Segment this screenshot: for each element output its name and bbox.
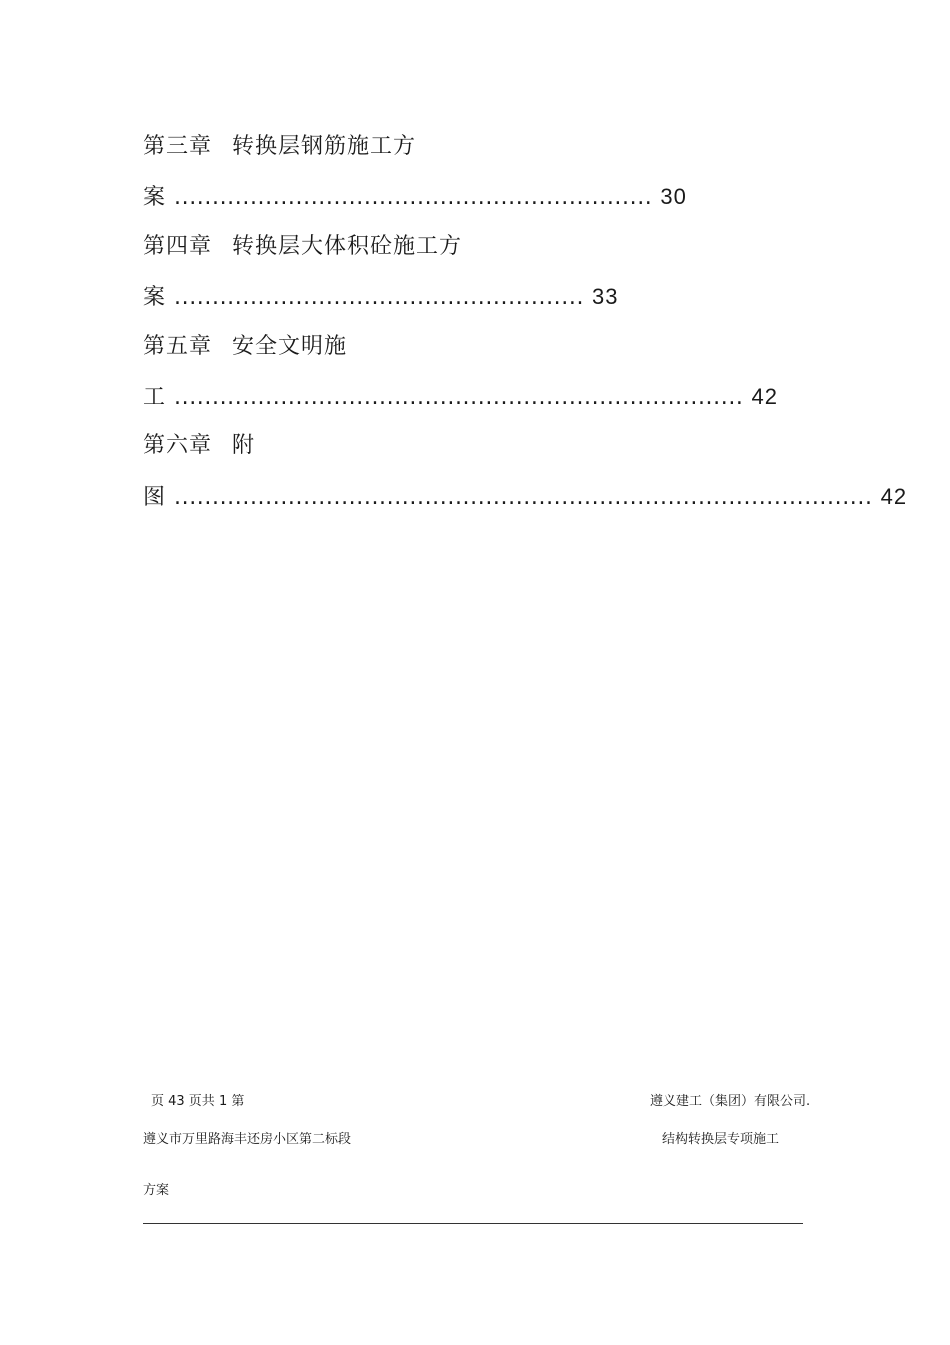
toc-entry-chapter-4-heading[interactable] (143, 232, 462, 262)
toc-entry-chapter-6-page[interactable] (143, 482, 907, 513)
page-number: 42 (751, 384, 778, 409)
toc-entry-chapter-6-heading[interactable] (143, 431, 255, 461)
toc-entry-chapter-3-heading[interactable] (143, 132, 416, 162)
page-number: 42 (880, 484, 908, 509)
page-number: 33 (592, 284, 619, 309)
footer-divider (143, 1223, 803, 1224)
chapter-title: 附 (232, 433, 256, 458)
page-number: 30 (660, 184, 687, 209)
chapter-number: 第六章 (143, 433, 213, 458)
footer-project-name: 遵义市万里路海丰还房小区第二标段 (143, 1132, 352, 1147)
chapter-number: 第五章 (143, 334, 213, 359)
footer-company: 遵义建工（集团）有限公司. (650, 1094, 811, 1109)
chapter-number: 第四章 (143, 234, 213, 259)
footer-document-title-continued: 方案 (143, 1183, 170, 1198)
chapter-title: 安全文明施 (232, 334, 348, 359)
toc-entry-chapter-3-page[interactable] (143, 182, 687, 213)
toc-entry-chapter-5-page[interactable] (143, 382, 778, 413)
chapter-title-continued: 案 (143, 285, 167, 310)
dot-leader: ........................................................................... (174, 385, 744, 410)
footer-document-title: 结构转换层专项施工 (662, 1132, 780, 1147)
dot-leader: ............................................................................................ (174, 485, 873, 510)
toc-entry-chapter-5-heading[interactable] (143, 332, 347, 362)
toc-entry-chapter-4-page[interactable] (143, 282, 619, 313)
footer-page-info: 页 43 页共 1 第 (151, 1094, 245, 1109)
chapter-number: 第三章 (143, 134, 213, 159)
chapter-title: 转换层大体积砼施工方 (232, 234, 463, 259)
chapter-title: 转换层钢筋施工方 (232, 134, 417, 159)
chapter-title-continued: 图 (143, 485, 167, 510)
dot-leader: ...................................................... (174, 285, 585, 310)
chapter-title-continued: 案 (143, 185, 167, 210)
dot-leader: ............................................................... (174, 185, 653, 210)
chapter-title-continued: 工 (143, 385, 167, 410)
